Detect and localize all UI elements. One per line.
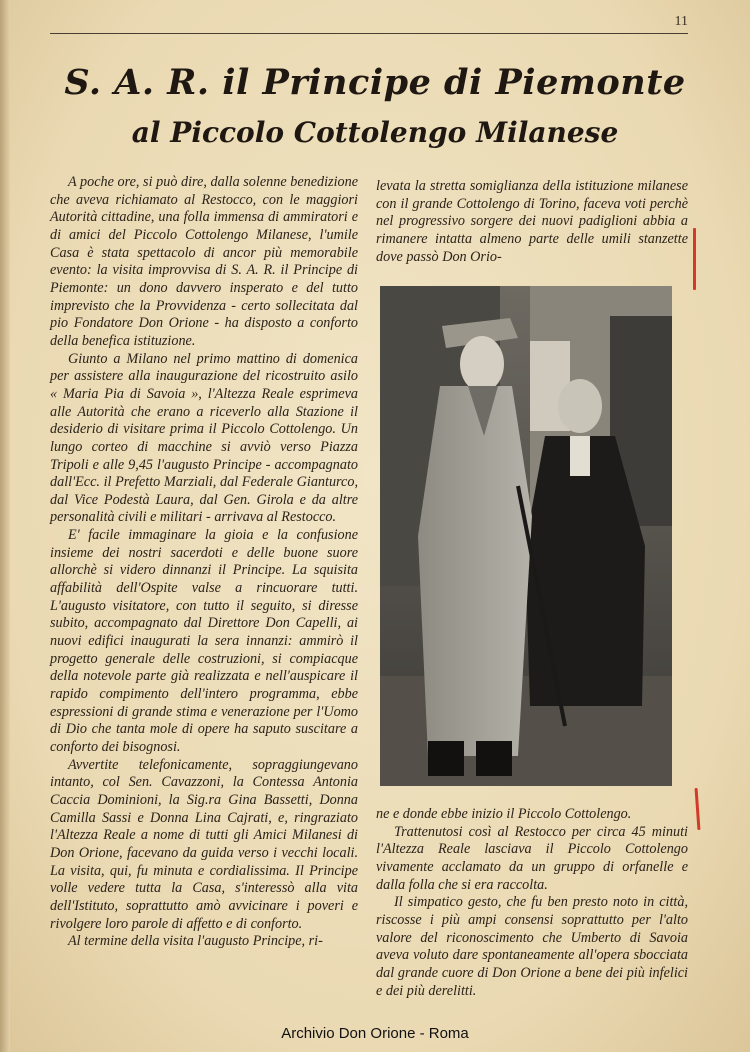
paragraph: A poche ore, si può dire, dalla solenne benedizione che aveva richiamato al Restocco, con le maggiori Autorità cittadine, una folla immensa di ammiratori e di amici del Piccolo Cottolengo Milanese, l'umile Casa è stata spettacolo di ancor più memorabile evento: la visita improvvisa di S. A. R. il Principe di Piemonte: un dono davvero insperato e del tutto imprevisto che la Provvidenza - certo sollecitata dal pio Fondatore Don Orione - ha disposto a conforto della benefica istituzione. bbox=[50, 174, 358, 349]
archive-footer: Archivio Don Orione - Roma bbox=[281, 1025, 469, 1042]
paragraph: Giunto a Milano nel primo mattino di domenica per assistere alla inaugurazione del ricostruito asilo « Maria Pia di Savoia », l'Altezza Reale esprimeva alle Autorità che erano a riceverlo alla Stazione il desiderio di visitare prima il Piccolo Cottolengo. Un lungo corteo di macchine si avviò verso Piazza Tripoli e alle 9,45 l'augusto Principe - accompagnato dall'Ecc. il Prefetto Marziali, dal Federale Gianturco, dal Vice Podestà Laura, dal Gen. Girola e da altre personalità civili e militari - arrivava al Restocco. bbox=[50, 350, 358, 526]
page-number: 11 bbox=[674, 14, 688, 29]
paragraph: Avvertite telefonicamente, sopraggiungevano intanto, col Sen. Cavazzoni, la Contessa Antonia Caccia Dominioni, la Sig.ra Gina Bassetti, Donna Camilla Sassi e Donna Lina Cajrati, e, ringraziato l'Altezza Reale a nome di tutti gli Amici Milanesi di Don Orione, facevano da guida verso i vecchi locali. La visita, qui, fu minuta e cordialissima. Il Principe volle vedere tutta la Casa, s'interessò alla vita dell'Istituto, soprattutto amò avvicinare i poveri e rivolgere loro parole di affetto e di conforto. bbox=[50, 756, 358, 932]
paragraph: Al termine della visita l'augusto Principe, ri- bbox=[68, 933, 323, 950]
paragraph: ne e donde ebbe inizio il Piccolo Cottolengo. bbox=[376, 806, 632, 822]
photograph-prince-visit bbox=[380, 286, 672, 786]
article-subtitle: al Piccolo Cottolengo Milanese bbox=[131, 116, 619, 149]
left-column bbox=[50, 174, 358, 951]
paragraph: Il simpatico gesto, che fu ben presto noto in città, riscosse i più ampi consensi soprattutto per l'alto valore del riconoscimento che Umberto di Savoia aveva voluto dare spontaneamente all'opera sbocciata dal grande cuore di Don Orione a bene dei più infelici e dei più derelitti. bbox=[376, 894, 688, 999]
red-annotation-mark bbox=[693, 228, 696, 290]
binding-edge bbox=[0, 0, 10, 1052]
paragraph: E' facile immaginare la gioia e la confusione insieme dei nostri sacerdoti e delle buone suore allorchè si videro dinnanzi il Principe. La squisita affabilità dell'Ospite valse a rincuorare tutti. L'augusto visitatore, con tutto il seguito, si diresse subito, accompagnato dal Direttore Don Capelli, ai nuovi edifici inaugurati la sera innanzi: ammirò il progetto generale delle costruzioni, si compiacque della notevole parte già realizzata e nell'auspicare il rapido compimento dell'intero programma, ebbe espressioni di grande stima e venerazione per l'Uomo di Dio che tanta mole di opere ha saputo suscitare a conforto dei bisognosi. bbox=[50, 527, 358, 755]
header-rule bbox=[50, 33, 688, 34]
article-title: S. A. R. il Principe di Piemonte bbox=[64, 62, 686, 103]
right-column-bottom bbox=[376, 806, 688, 1000]
right-column-top bbox=[376, 178, 688, 266]
red-annotation-mark bbox=[695, 788, 701, 830]
paragraph: Trattenutosi così al Restocco per circa 45 minuti l'Altezza Reale lasciava il Piccolo Cottolengo vivamente acclamato da un gruppo di orfanelle e dalla folla che si era raccolta. bbox=[376, 823, 688, 893]
paragraph-continuation: levata la stretta somiglianza della istituzione milanese con il grande Cottolengo di Torino, faceva voti perchè nel progressivo sorgere dei nuovi padiglioni abbia a rimanere intatta almeno parte delle umili stanzette dove passò Don Orio- bbox=[376, 178, 688, 265]
